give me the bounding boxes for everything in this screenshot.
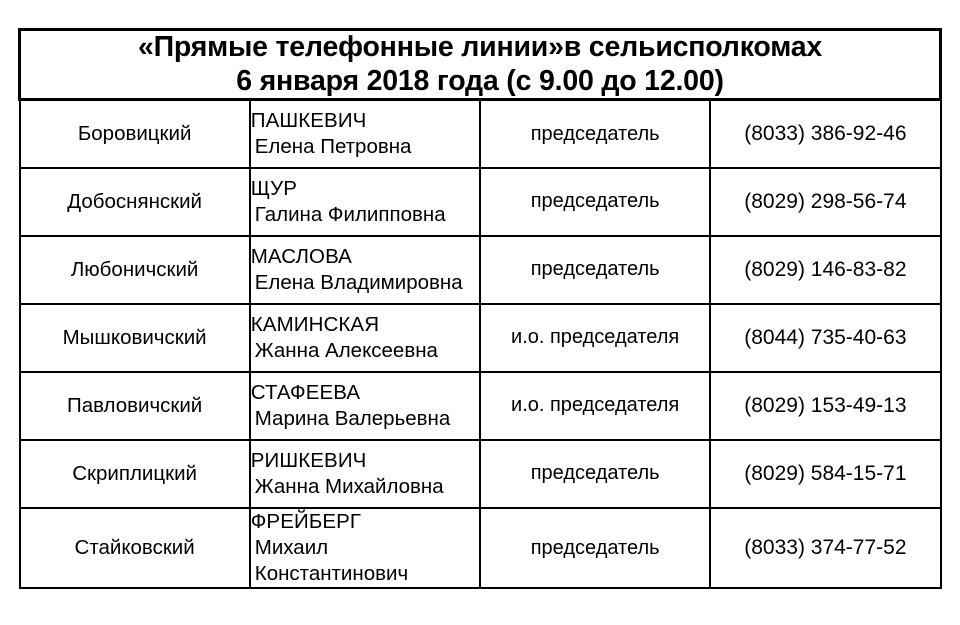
person-role: и.о. председателя — [480, 304, 710, 372]
person-surname: ФРЕЙБЕРГ — [250, 509, 362, 533]
phone-number: (8029) 146-83-82 — [710, 236, 940, 304]
person-fullname: Галина Филипповна — [254, 202, 446, 226]
person-surname: МАСЛОВА — [250, 244, 352, 268]
person-cell — [250, 372, 480, 440]
schedule-table — [18, 28, 942, 589]
person-cell — [250, 508, 480, 589]
title-line-2: 6 января 2018 года (с 9.00 до 12.00) — [236, 64, 724, 97]
person-surname: СТАФЕЕВА — [250, 380, 361, 404]
village-name: Добоснянский — [20, 168, 250, 236]
person-fullname: Елена Владимировна — [254, 270, 463, 294]
document-title — [20, 30, 941, 100]
table-row — [20, 100, 941, 168]
person-cell — [250, 440, 480, 508]
phone-number: (8029) 584-15-71 — [710, 440, 940, 508]
person-role: председатель — [480, 440, 710, 508]
person-role: председатель — [480, 168, 710, 236]
person-fullname: Елена Петровна — [254, 135, 412, 158]
person-fullname: Жанна Михайловна — [254, 474, 444, 498]
table-row — [20, 372, 941, 440]
table-row — [20, 508, 941, 589]
phone-number: (8029) 153-49-13 — [710, 372, 940, 440]
person-role: председатель — [480, 100, 710, 168]
person-surname: ЩУР — [250, 176, 297, 200]
person-fullname: Жанна Алексеевна — [254, 338, 438, 362]
person-cell — [250, 100, 480, 168]
person-surname: КАМИНСКАЯ — [250, 312, 380, 336]
village-name: Скриплицкий — [20, 440, 250, 508]
person-surname: РИШКЕВИЧ — [250, 448, 367, 472]
phone-number: (8033) 374-77-52 — [710, 508, 940, 589]
village-name: Павловичский — [20, 372, 250, 440]
phone-number: (8033) 386-92-46 — [710, 100, 940, 168]
phone-number: (8029) 298-56-74 — [710, 168, 940, 236]
table-row — [20, 440, 941, 508]
village-name: Стайковский — [20, 508, 250, 589]
person-cell — [250, 168, 480, 236]
person-role: председатель — [480, 508, 710, 589]
person-fullname: Марина Валерьевна — [254, 406, 451, 430]
person-fullname: Михаил Константинович — [254, 535, 409, 586]
person-cell — [250, 304, 480, 372]
person-role: и.о. председателя — [480, 372, 710, 440]
phone-number: (8044) 735-40-63 — [710, 304, 940, 372]
table-row — [20, 236, 941, 304]
village-name: Мышковичский — [20, 304, 250, 372]
village-name: Любоничский — [20, 236, 250, 304]
person-surname: ПАШКЕВИЧ — [250, 108, 367, 132]
person-role: председатель — [480, 236, 710, 304]
title-line-1: «Прямые телефонные линии»в сельисполкомах — [137, 31, 823, 63]
table-row — [20, 304, 941, 372]
title-row — [20, 30, 941, 100]
schedule-table-body — [20, 30, 941, 589]
document-sheet — [18, 28, 942, 589]
village-name: Боровицкий — [20, 100, 250, 168]
table-row — [20, 168, 941, 236]
person-cell — [250, 236, 480, 304]
